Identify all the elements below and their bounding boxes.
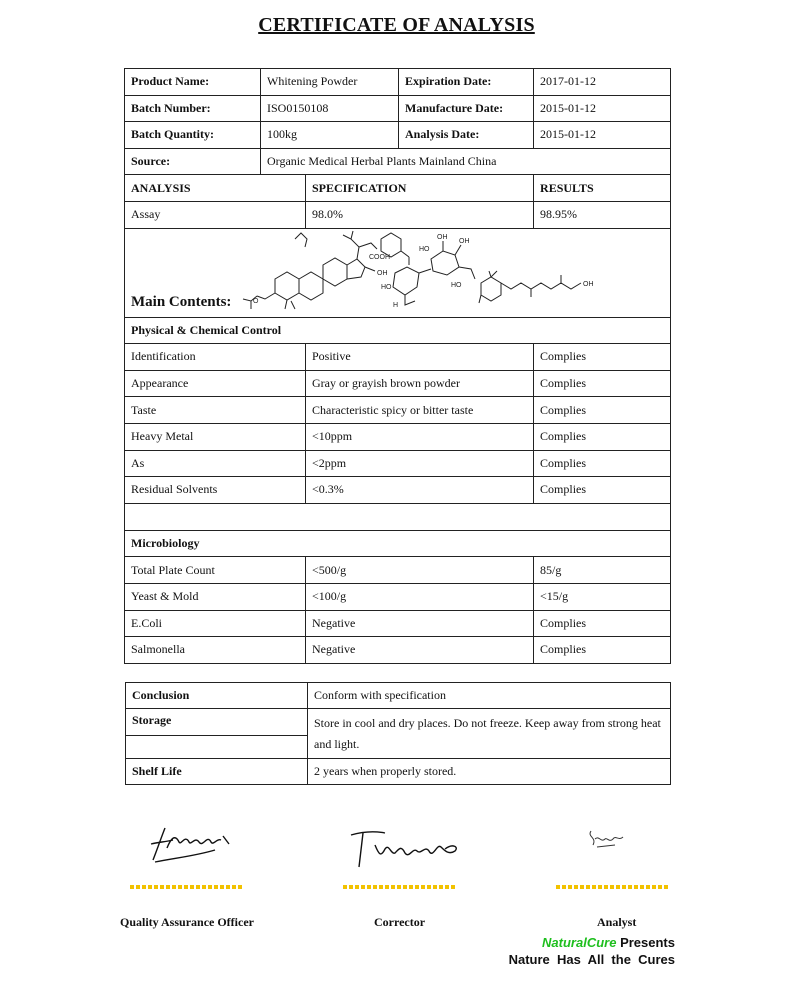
expiration-label: Expiration Date: — [399, 69, 534, 96]
coa-table — [124, 68, 671, 664]
test-spec: <500/g — [306, 557, 534, 584]
triterpene-structure — [243, 231, 377, 309]
test-result: Complies — [534, 344, 671, 371]
test-result: 85/g — [534, 557, 671, 584]
source-label: Source: — [125, 148, 261, 175]
test-name: Appearance — [125, 370, 306, 397]
expiration-value: 2017-01-12 — [534, 69, 671, 96]
blank-cell — [125, 503, 671, 530]
brand-line — [509, 934, 675, 951]
o-label-1: O — [253, 297, 259, 305]
test-result: Complies — [534, 610, 671, 637]
test-spec: <2ppm — [306, 450, 534, 477]
table-row — [125, 610, 671, 637]
test-spec: Negative — [306, 610, 534, 637]
brand-name: NaturalCure — [542, 935, 617, 950]
table-row — [125, 583, 671, 610]
assay-row — [125, 201, 671, 228]
source-row — [125, 148, 671, 175]
conclusion-table — [125, 682, 671, 785]
corrector-label: Corrector — [374, 915, 426, 929]
test-result: Complies — [534, 397, 671, 424]
oh-label-4: OH — [583, 280, 594, 288]
batch-quantity-label: Batch Quantity: — [125, 122, 261, 149]
analyst-signature — [585, 825, 630, 855]
test-spec: <100/g — [306, 583, 534, 610]
batch-quantity-row — [125, 122, 671, 149]
analysis-date-label: Analysis Date: — [399, 122, 534, 149]
storage-label: Storage — [126, 709, 308, 736]
test-name: E.Coli — [125, 610, 306, 637]
product-row — [125, 69, 671, 96]
test-name: Total Plate Count — [125, 557, 306, 584]
micro-section-row — [125, 530, 671, 557]
analysis-date-value: 2015-01-12 — [534, 122, 671, 149]
table-row — [125, 477, 671, 504]
col-analysis: ANALYSIS — [125, 175, 306, 202]
physical-section-row — [125, 317, 671, 344]
test-result: Complies — [534, 637, 671, 664]
test-result: Complies — [534, 450, 671, 477]
shelf-life-value: 2 years when properly stored. — [308, 759, 671, 785]
brand-presents: Presents — [616, 935, 675, 950]
micro-section-title: Microbiology — [125, 530, 671, 557]
shelf-life-label: Shelf Life — [126, 759, 308, 785]
test-spec: <10ppm — [306, 423, 534, 450]
shelf-life-row — [126, 759, 671, 785]
blank-row — [125, 503, 671, 530]
storage-row — [126, 709, 671, 736]
analyst-label: Analyst — [597, 915, 637, 929]
batch-number-label: Batch Number: — [125, 95, 261, 122]
ho-label-2: HO — [451, 281, 462, 289]
col-results: RESULTS — [534, 175, 671, 202]
assay-name: Assay — [125, 201, 306, 228]
main-contents-label: Main Contents: — [131, 293, 232, 310]
corrector-signature-line — [343, 885, 457, 889]
assay-result: 98.95% — [534, 201, 671, 228]
page-title: CERTIFICATE OF ANALYSIS — [258, 14, 535, 36]
test-spec: Gray or grayish brown powder — [306, 370, 534, 397]
test-name: Heavy Metal — [125, 423, 306, 450]
corrector-signature — [345, 825, 465, 873]
batch-quantity-value: 100kg — [261, 122, 399, 149]
manufacture-value: 2015-01-12 — [534, 95, 671, 122]
batch-number-row — [125, 95, 671, 122]
table-row — [125, 344, 671, 371]
table-row — [125, 557, 671, 584]
qa-signature — [145, 820, 240, 868]
col-specification: SPECIFICATION — [306, 175, 534, 202]
test-name: Salmonella — [125, 637, 306, 664]
physical-section-title: Physical & Chemical Control — [125, 317, 671, 344]
qa-officer-label: Quality Assurance Officer — [120, 915, 254, 929]
table-row — [125, 450, 671, 477]
storage-value: Store in cool and dry places. Do not freeze. Keep away from strong heat and light. — [308, 709, 671, 759]
source-value: Organic Medical Herbal Plants Mainland China — [261, 148, 671, 175]
ho-label-1: HO — [419, 245, 430, 253]
test-name: Residual Solvents — [125, 477, 306, 504]
test-name: Taste — [125, 397, 306, 424]
test-result: Complies — [534, 477, 671, 504]
batch-number-value: ISO0150108 — [261, 95, 399, 122]
retinol-structure — [479, 271, 581, 303]
product-name-value: Whitening Powder — [261, 69, 399, 96]
test-name: Yeast & Mold — [125, 583, 306, 610]
oh-label-1: OH — [377, 269, 388, 277]
table-row — [125, 423, 671, 450]
main-contents-cell — [125, 228, 671, 317]
test-result: <15/g — [534, 583, 671, 610]
table-row — [125, 397, 671, 424]
analyst-signature-line — [556, 885, 670, 889]
column-header-row — [125, 175, 671, 202]
oh-label-2: OH — [437, 233, 448, 241]
cooh-label: COOH — [369, 253, 390, 261]
ho-label-3: HO — [381, 283, 392, 291]
table-row — [125, 637, 671, 664]
conclusion-row — [126, 683, 671, 709]
h-label: H — [393, 301, 399, 309]
qa-signature-line — [130, 885, 244, 889]
test-name: Identification — [125, 344, 306, 371]
test-spec: Negative — [306, 637, 534, 664]
conclusion-label: Conclusion — [126, 683, 308, 709]
assay-spec: 98.0% — [306, 201, 534, 228]
table-row — [125, 370, 671, 397]
product-name-label: Product Name: — [125, 69, 261, 96]
brand-tagline: Nature Has All the Cures — [508, 952, 675, 967]
brand-block — [509, 934, 675, 968]
storage-blank-cell — [126, 736, 308, 759]
test-result: Complies — [534, 370, 671, 397]
test-spec: Positive — [306, 344, 534, 371]
test-result: Complies — [534, 423, 671, 450]
main-contents-row — [125, 228, 671, 317]
test-spec: Characteristic spicy or bitter taste — [306, 397, 534, 424]
oh-label-3: OH — [459, 237, 470, 245]
manufacture-label: Manufacture Date: — [399, 95, 534, 122]
test-name: As — [125, 450, 306, 477]
conclusion-value: Conform with specification — [308, 683, 671, 709]
test-spec: <0.3% — [306, 477, 534, 504]
